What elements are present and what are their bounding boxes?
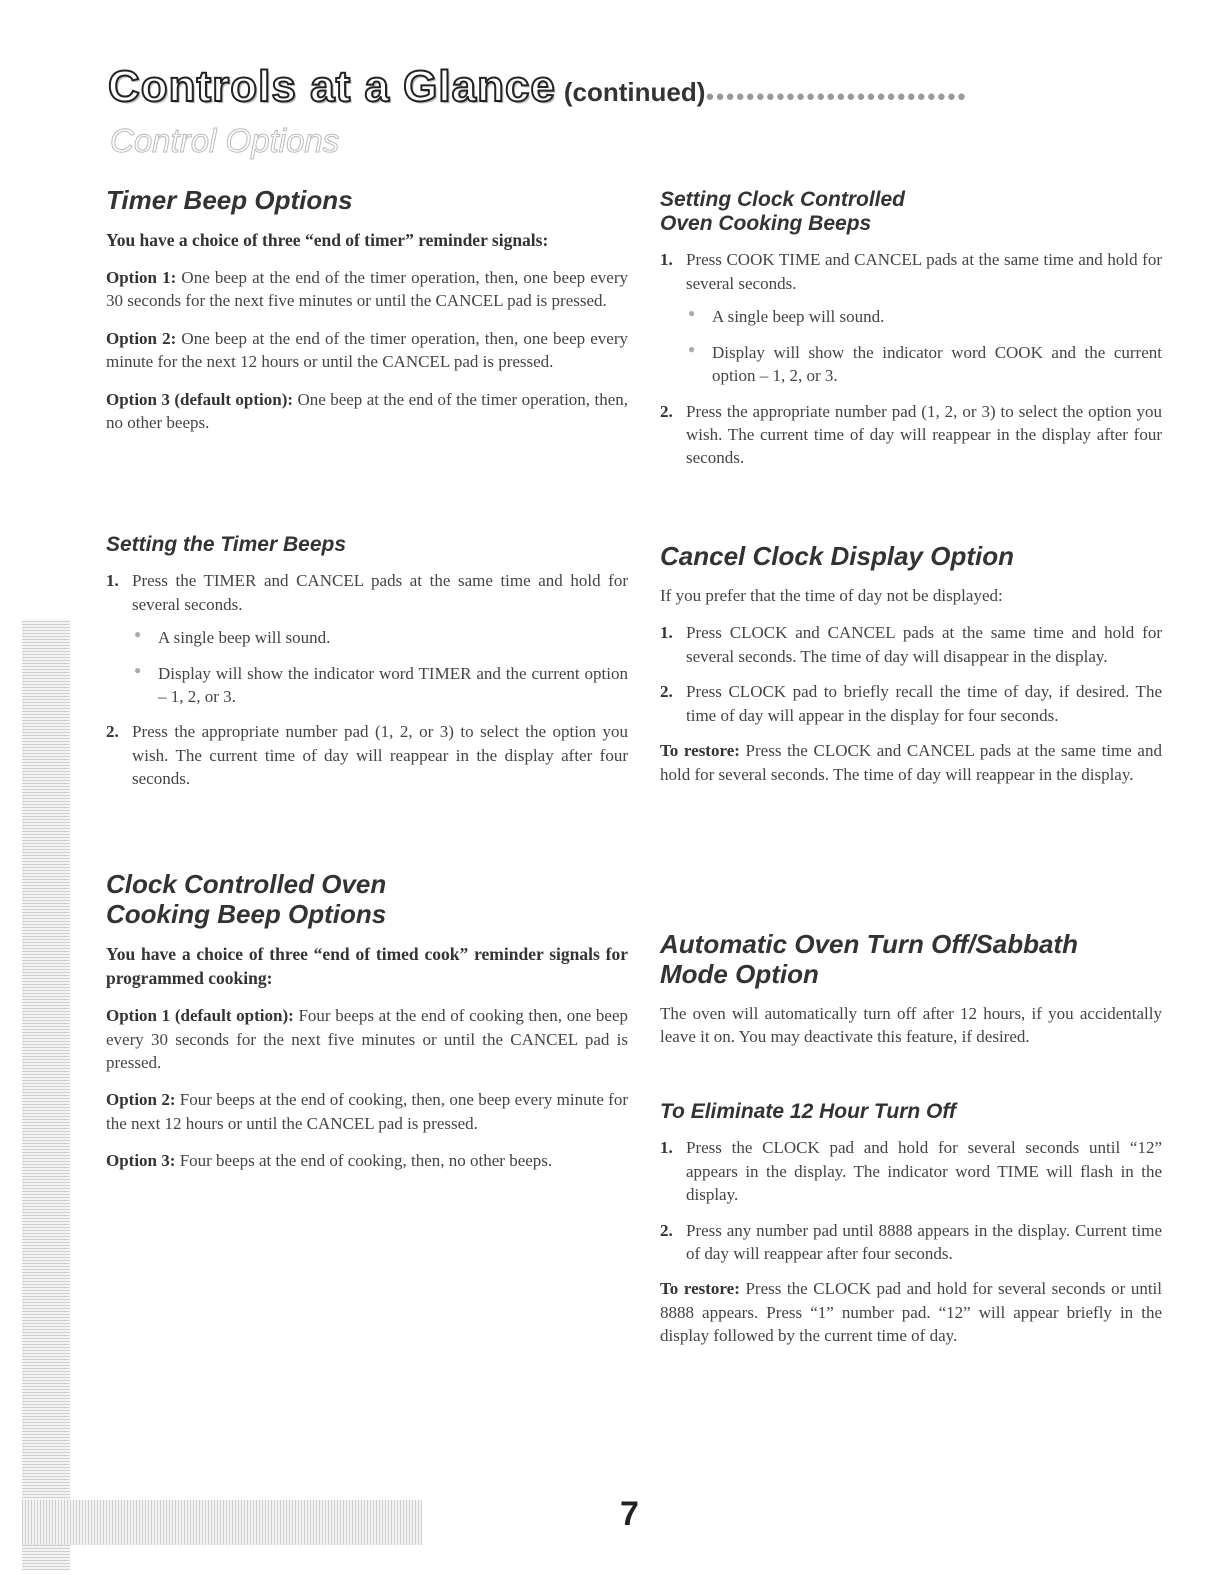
- cancel-clock-restore: To restore: Press the CLOCK and CANCEL pads at the same time and hold for several seconds. The time of day will reappear in the display.: [660, 741, 1162, 784]
- page-title: Controls at a Glance: [108, 62, 556, 111]
- timer-option-2: Option 2: One beep at the end of the timer operation, then, one beep every minute for the next 12 hours or until the CANCEL pad is pressed.: [106, 328, 628, 372]
- bullet-icon: ●: [688, 341, 696, 356]
- clock-option-3: Option 3: Four beeps at the end of cooking, then, no other beeps.: [106, 1151, 553, 1171]
- bottom-strip: [22, 1500, 422, 1545]
- timer-beep-options: [106, 186, 628, 449]
- auto-oven-turn-off: [660, 930, 1162, 1063]
- clock-oven-intro: You have a choice of three “end of timed cook” reminder signals for programmed cooking:: [106, 943, 628, 988]
- setting-clock-beeps: [660, 188, 1162, 482]
- side-strip: [22, 620, 70, 1570]
- setting-timer-step-2: 2. Press the appropriate number pad (1, 2, or 3) to select the option you wish. The current time of day will reappear in the display after four seconds.: [106, 722, 628, 789]
- clock-option-2: Option 2: Four beeps at the end of cooking, then, one beep every minute for the next 12 hours or until the CANCEL pad is pressed.: [106, 1090, 628, 1133]
- timer-beep-intro: You have a choice of three “end of timer” reminder signals:: [106, 229, 549, 250]
- setting-clock-heading: Setting Clock Controlled Oven Cooking Beeps: [660, 188, 906, 236]
- bullet-icon: ●: [134, 662, 142, 677]
- eliminate-12-hour: [660, 1100, 1162, 1362]
- title-dots: ●●●●●●●●●●●●●●●●●●●●●●●●●●: [705, 88, 967, 105]
- list-item: ● A single beep will sound.: [688, 306, 885, 327]
- bullet-icon: ●: [134, 627, 142, 642]
- setting-clock-step-2: 2. Press the appropriate number pad (1, 2, or 3) to select the option you wish. The current time of day will reappear in the display after four seconds.: [660, 401, 1162, 468]
- page-header: [108, 62, 967, 112]
- timer-option-3: Option 3 (default option): One beep at the end of the timer operation, then, no other beeps.: [106, 389, 628, 433]
- list-item: ● Display will show the indicator word COOK and the current option – 1, 2, or 3.: [688, 341, 1162, 386]
- auto-off-intro: The oven will automatically turn off after 12 hours, if you accidentally leave it on. You may deactivate this feature, if desired.: [660, 1003, 1162, 1047]
- timer-option-1: Option 1: One beep at the end of the timer operation, then, one beep every 30 seconds for the next five minutes or until the CANCEL pad is pressed.: [106, 268, 628, 311]
- eliminate-heading: To Eliminate 12 Hour Turn Off: [660, 1100, 956, 1123]
- cancel-clock-step-2: 2. Press CLOCK pad to briefly recall the time of day, if desired. The time of day will appear in the display for four seconds.: [660, 682, 1162, 725]
- section-title: Control Options: [110, 122, 340, 159]
- cancel-clock-intro: If you prefer that the time of day not be displayed:: [660, 585, 1003, 605]
- bullet-icon: ●: [688, 306, 696, 321]
- title-suffix: (continued): [563, 77, 706, 107]
- clock-oven-beep-options: [106, 870, 628, 1187]
- cancel-clock-display: [660, 542, 1162, 800]
- setting-timer-heading: Setting the Timer Beeps: [106, 533, 347, 556]
- page-number: 7: [620, 1495, 639, 1533]
- eliminate-restore: To restore: Press the CLOCK pad and hold for several seconds or until 8888 appears. Press “1” number pad. “12” will appear briefly in the display followed by the current time of day.: [660, 1279, 1162, 1346]
- setting-clock-step-1: 1. Press COOK TIME and CANCEL pads at the same time and hold for several seconds. ● A single beep will sound. ● Display will show the indicator word COOK and the current option – 1, 2, or 3.: [660, 248, 1162, 387]
- list-item: ● Display will show the indicator word TIMER and the current option – 1, 2, or 3.: [134, 662, 628, 706]
- cancel-clock-step-1: 1. Press CLOCK and CANCEL pads at the same time and hold for several seconds. The time of day will disappear in the display.: [660, 623, 1162, 666]
- clock-option-1: Option 1 (default option): Four beeps at the end of cooking then, one beep every 30 seconds for the next five minutes or until the CANCEL pad is pressed.: [106, 1006, 628, 1072]
- eliminate-step-2: 2. Press any number pad until 8888 appears in the display. Current time of day will reappear after four seconds.: [660, 1220, 1162, 1263]
- clock-oven-heading: Clock Controlled Oven Cooking Beep Options: [106, 869, 387, 929]
- list-item: ● A single beep will sound.: [134, 627, 331, 648]
- timer-beep-heading: Timer Beep Options: [106, 185, 353, 215]
- setting-timer-beeps: [106, 533, 628, 803]
- setting-timer-step-1: 1. Press the TIMER and CANCEL pads at the same time and hold for several seconds. ● A single beep will sound. ● Display will show the indicator word TIMER and the current option – 1, 2, or 3.: [106, 569, 628, 708]
- eliminate-step-1: 1. Press the CLOCK pad and hold for several seconds until “12” appears in the display. The indicator word TIME will flash in the display.: [660, 1138, 1162, 1205]
- cancel-clock-heading: Cancel Clock Display Option: [660, 541, 1014, 571]
- auto-off-heading: Automatic Oven Turn Off/Sabbath Mode Option: [660, 929, 1078, 989]
